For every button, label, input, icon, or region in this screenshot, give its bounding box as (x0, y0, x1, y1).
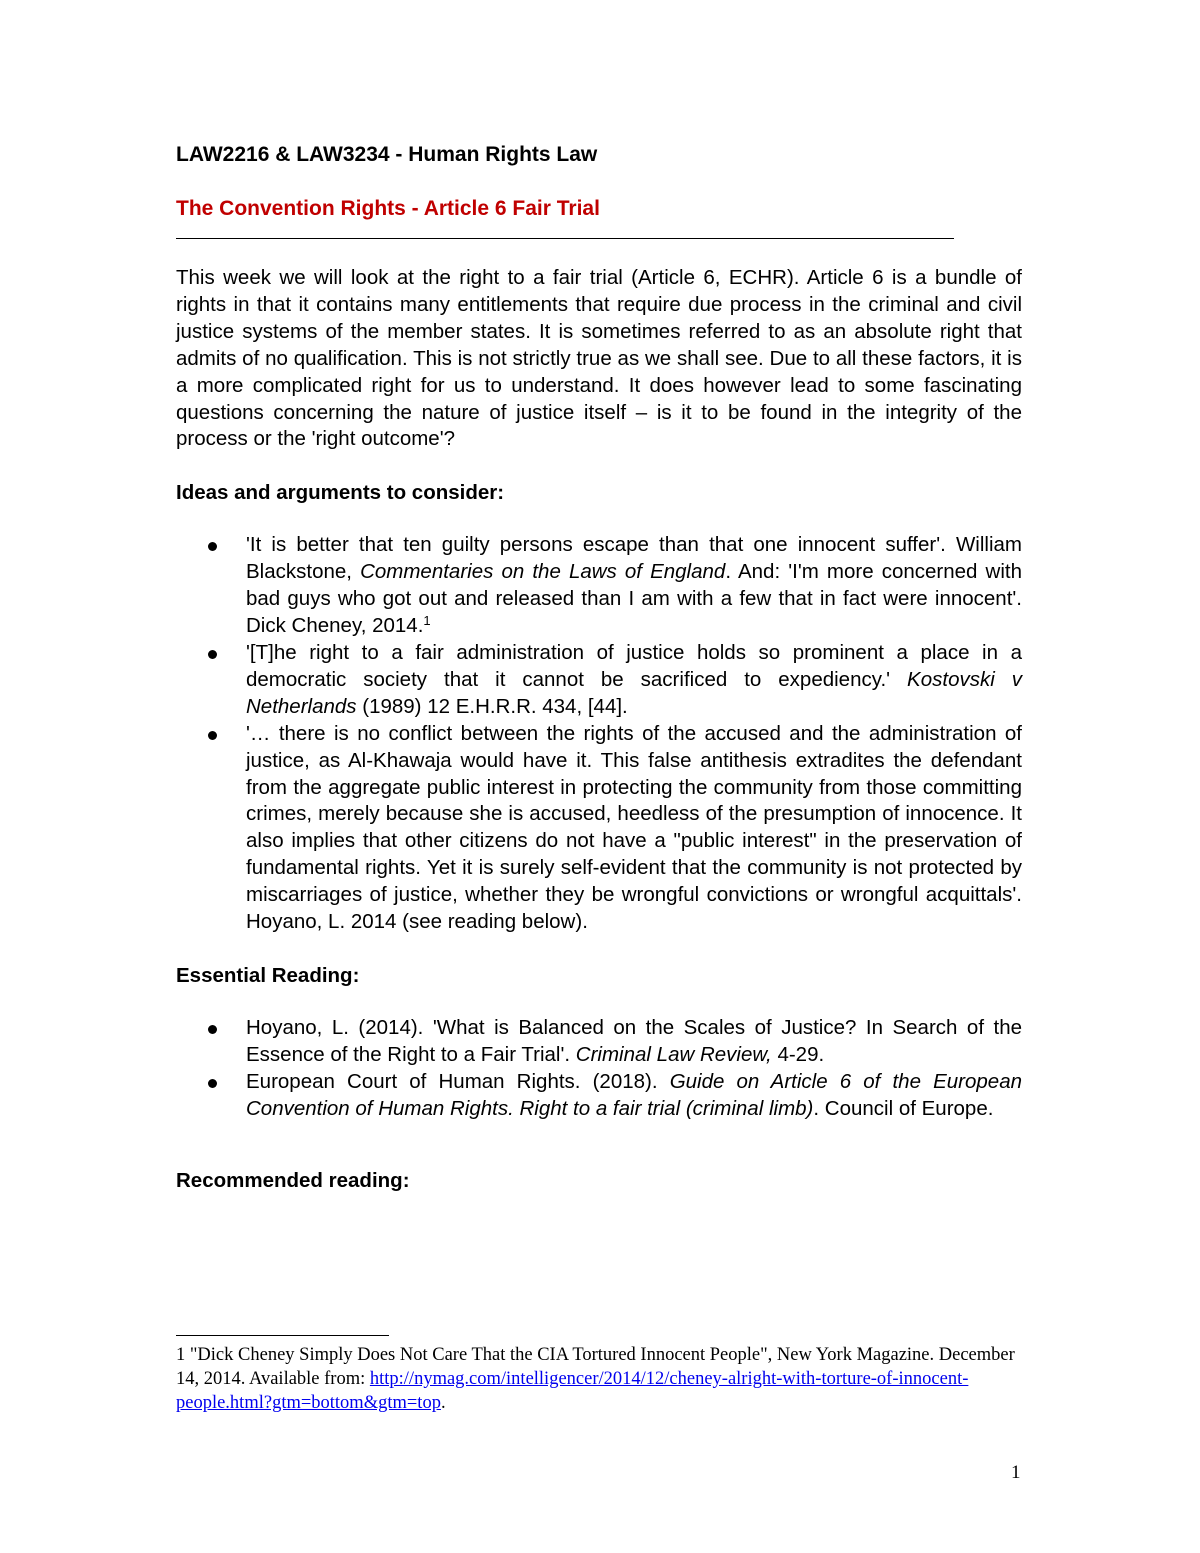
ideas-item-3-text: '… there is no conflict between the rights of the accused and the administration of justice, as Al-Khawaja would have it. This false antithesis extradites the defendant from the aggregate public interest in protecting the community from those committing crimes, merely because she is accused, heedless of the presumption of innocence. It also implies that other citizens do not have a "public interest" in the preservation of fundamental rights. Yet it is surely self-evident that the community is not protected by miscarriages of justice, whether they be wrongful convictions or wrongful acquittals'. Hoyano, L. 2014 (see reading below). (246, 721, 1022, 934)
bullet-icon (208, 1025, 217, 1034)
ideas-item-2-case: Kostovski v Netherlands (246, 667, 1022, 718)
list-item (176, 532, 1022, 640)
essential-item-1-journal: Criminal Law Review, (575, 1042, 772, 1066)
intro-paragraph: This week we will look at the right to a fair trial (Article 6, ECHR). Article 6 is a bundle of rights in that it contains many entitlements that require due process in the criminal and civil justice systems of the member states. It is sometimes referred to as an absolute right that admits of no qualification. This is not strictly true as we shall see. Due to all these factors, it is a more complicated right for us to understand. It does however lead to some fascinating questions concerning the nature of justice itself – is it to be found in the integrity of the process or the 'right outcome'? (176, 266, 1022, 451)
bullet-icon (208, 650, 217, 659)
list-item (176, 640, 1022, 721)
essential-item-2-text: European Court of Human Rights. (2018). (246, 1069, 670, 1093)
list-item (176, 721, 1022, 936)
footnote-end: . (440, 1392, 446, 1413)
list-item (176, 1069, 1022, 1123)
page-content (176, 140, 1022, 1194)
bullet-icon (208, 542, 217, 551)
ideas-item-1-work: Commentaries on the Laws of England (360, 560, 726, 584)
ideas-item-1-quote: 'It is better that ten guilty persons escape than that one innocent suffer'. William Blackstone, (246, 533, 1022, 584)
essential-item-1-pages: 4-29. (771, 1042, 825, 1066)
essential-item-2-title: Guide on Article 6 of the European Convention of Human Rights. Right to a fair trial (criminal limb) (246, 1069, 1022, 1120)
list-item (176, 1015, 1022, 1069)
page-number: 1 (1011, 1462, 1021, 1483)
footnote-reference[interactable]: 1 (423, 613, 431, 629)
footnote-separator (176, 1335, 389, 1336)
ideas-item-1-middle: . And: 'I'm more concerned with bad guys who got out and released than I am with a few that in fact were innocent'. Dick Cheney, 2014. (246, 560, 1022, 638)
essential-reading-heading: Essential Reading: (176, 963, 360, 987)
footnote-text: 1 "Dick Cheney Simply Does Not Care That the CIA Tortured Innocent People", New York Magazine. December 14, 2014. Available from: (176, 1345, 1015, 1389)
ideas-item-2-citation: (1989) 12 E.H.R.R. 434, [44]. (356, 694, 628, 718)
course-title: LAW2216 & LAW3234 - Human Rights Law (176, 143, 598, 166)
footnote (176, 1344, 1022, 1415)
ideas-item-2-quote: '[T]he right to a fair administration of justice holds so prominent a place in a democratic society that it cannot be sacrificed to expediency.' (246, 640, 1022, 691)
bullet-icon (208, 1079, 217, 1088)
section-title: The Convention Rights - Article 6 Fair Trial (176, 197, 600, 220)
recommended-reading-heading: Recommended reading: (176, 1168, 410, 1192)
essential-reading-list (176, 1015, 1022, 1123)
bullet-icon (208, 731, 217, 740)
essential-item-1-text: Hoyano, L. (2014). 'What is Balanced on the Scales of Justice? In Search of the Essence of the Right to a Fair Trial'. (246, 1015, 1022, 1066)
essential-item-2-publisher: . Council of Europe. (813, 1096, 994, 1120)
footnote-link[interactable]: http://nymag.com/intelligencer/2014/12/cheney-alright-with-torture-of-innocent-people.html?gtm=bottom&gtm=top (176, 1368, 969, 1413)
ideas-heading: Ideas and arguments to consider: (176, 481, 505, 505)
title-underline (176, 238, 954, 239)
ideas-list (176, 532, 1022, 936)
